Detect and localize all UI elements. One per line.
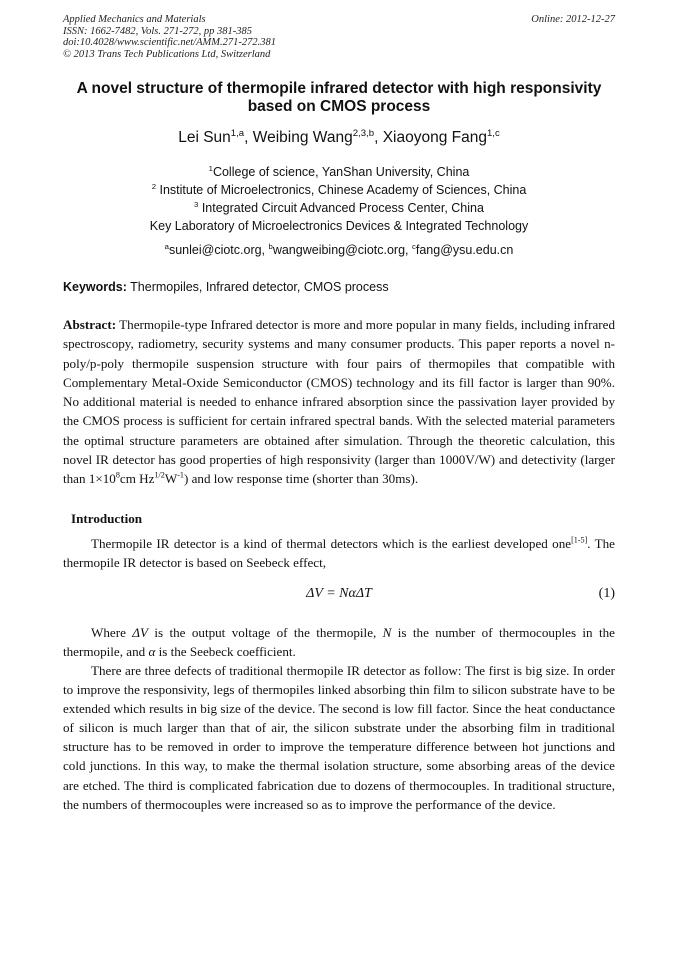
affiliation-3: $^3$ Integrated Circuit Advanced Process Center, China bbox=[194, 199, 484, 215]
author-affiliation-mark: 1,a bbox=[230, 127, 245, 139]
keywords-text: Thermopiles, Infrared detector, CMOS process bbox=[126, 280, 389, 294]
abstract-label: Abstract: bbox=[63, 317, 117, 332]
copyright-line: © 2013 Trans Tech Publications Ltd, Switzerland bbox=[63, 48, 271, 60]
author-list: Lei Sun$^{1,a}$, Weibing Wang$^{2,3,b}$, Xiaoyong Fang$^{1,c}$ bbox=[178, 127, 500, 146]
paper-title bbox=[63, 80, 615, 116]
doi-line: doi:10.4028/www.scientific.net/AMM.271-272.381 bbox=[63, 37, 276, 48]
affiliation-2: $^2$ Institute of Microelectronics, Chinese Academy of Sciences, China bbox=[151, 181, 527, 197]
email-line: $^a$sunlei@ciotc.org, $^b$wangweibing@ciotc.org, $^c$fang@ysu.edu.cn bbox=[164, 241, 514, 257]
email-link[interactable]: wangweibing@ciotc.org, bbox=[272, 243, 412, 257]
symbol-alpha: α bbox=[148, 644, 156, 660]
symbol-delta-v: ΔV bbox=[132, 625, 148, 640]
issn-line: ISSN: 1662-7482, Vols. 271-272, pp 381-385 bbox=[63, 25, 252, 37]
author-name: Weibing Wang bbox=[252, 129, 353, 146]
citation-ref: [1-5] bbox=[571, 535, 588, 545]
author-name: Xiaoyong Fang bbox=[382, 129, 487, 146]
title-line-2: based on CMOS process bbox=[247, 98, 431, 115]
symbol-n: N bbox=[382, 625, 392, 640]
intro-paragraph: Thermopile IR detector is a kind of thermal detectors which is the earliest developed one[1-5]. The thermopile IR detector is based on Seebeck effect, bbox=[63, 535, 615, 571]
email-link[interactable]: sunlei@ciotc.org, bbox=[168, 243, 269, 257]
author-name: Lei Sun bbox=[178, 129, 231, 146]
abstract: Abstract: Thermopile-type Infrared detector is more and more popular in many fields, including infrared spectroscopy, radiometry, security systems and many consumer products. This paper reports a novel n-poly/p-poly thermopile suspension structure with four pairs of thermopiles that compatible with Complementary Metal-Oxide Semiconductor (CMOS) technology and its fill factor is larger than 90%. No additional material is needed to enhance infrared absorption since the passivation layer provided by the CMOS process is sufficient for certain infrared spectral bands. With the selected material parameters the optimal structure parameters are obtained after simulation. Through the theoretic calculation, this novel IR detector has good properties of high responsivity (larger than 1000V/W) and detectivity (larger than $1\times 10^8cm$ $Hz^{1/2}W^{-1}$) and low response time (shorter than 30ms). bbox=[63, 317, 615, 487]
title-line-1: A novel structure of thermopile infrared detector with high responsivity bbox=[76, 80, 602, 97]
equation-1 bbox=[63, 586, 615, 606]
journal-header bbox=[63, 14, 615, 60]
online-date: Online: 2012-12-27 bbox=[531, 14, 615, 25]
equation-body: ΔV = NαΔT bbox=[306, 586, 372, 601]
where-paragraph: Where ΔV is the output voltage of the thermopile, N is the number of thermocouples in the thermopile, and α is the Seebeck coefficient. bbox=[63, 625, 615, 660]
affiliation-1: $^1$College of science, YanShan University, China bbox=[208, 163, 470, 179]
keywords bbox=[63, 280, 615, 295]
equation-number: (1) bbox=[598, 586, 615, 601]
affiliation-4: Key Laboratory of Microelectronics Devices & Integrated Technology bbox=[149, 219, 529, 233]
keywords-label: Keywords: bbox=[63, 280, 127, 294]
email-link[interactable]: fang@ysu.edu.cn bbox=[415, 243, 514, 257]
journal-name: Applied Mechanics and Materials bbox=[63, 14, 206, 25]
author-affiliation-mark: 2,3,b bbox=[352, 127, 375, 139]
author-affiliation-mark: 1,c bbox=[486, 127, 500, 139]
defects-paragraph: There are three defects of traditional thermopile IR detector as follow: The first is big size. In order to improve the responsivity, legs of thermopiles linked absorbing thin film to silicon substrate have to be extended which results in big size of the device. The second is low fill factor. Since the heat conductance of silicon is much larger than that of air, the silicon substrate under the absorbing film in traditional structure has to be removed in order to improve the temperature difference between hot junctions and cold junctions. In this way, to make the thermal isolation structure, some absorbing areas of the device are etched. The third is complicated fabrication due to dozens of thermocouples. In traditional structure, the numbers of thermocouples were increased so as to improve the performance of the device. bbox=[63, 663, 615, 812]
section-heading-introduction: Introduction bbox=[71, 511, 143, 526]
